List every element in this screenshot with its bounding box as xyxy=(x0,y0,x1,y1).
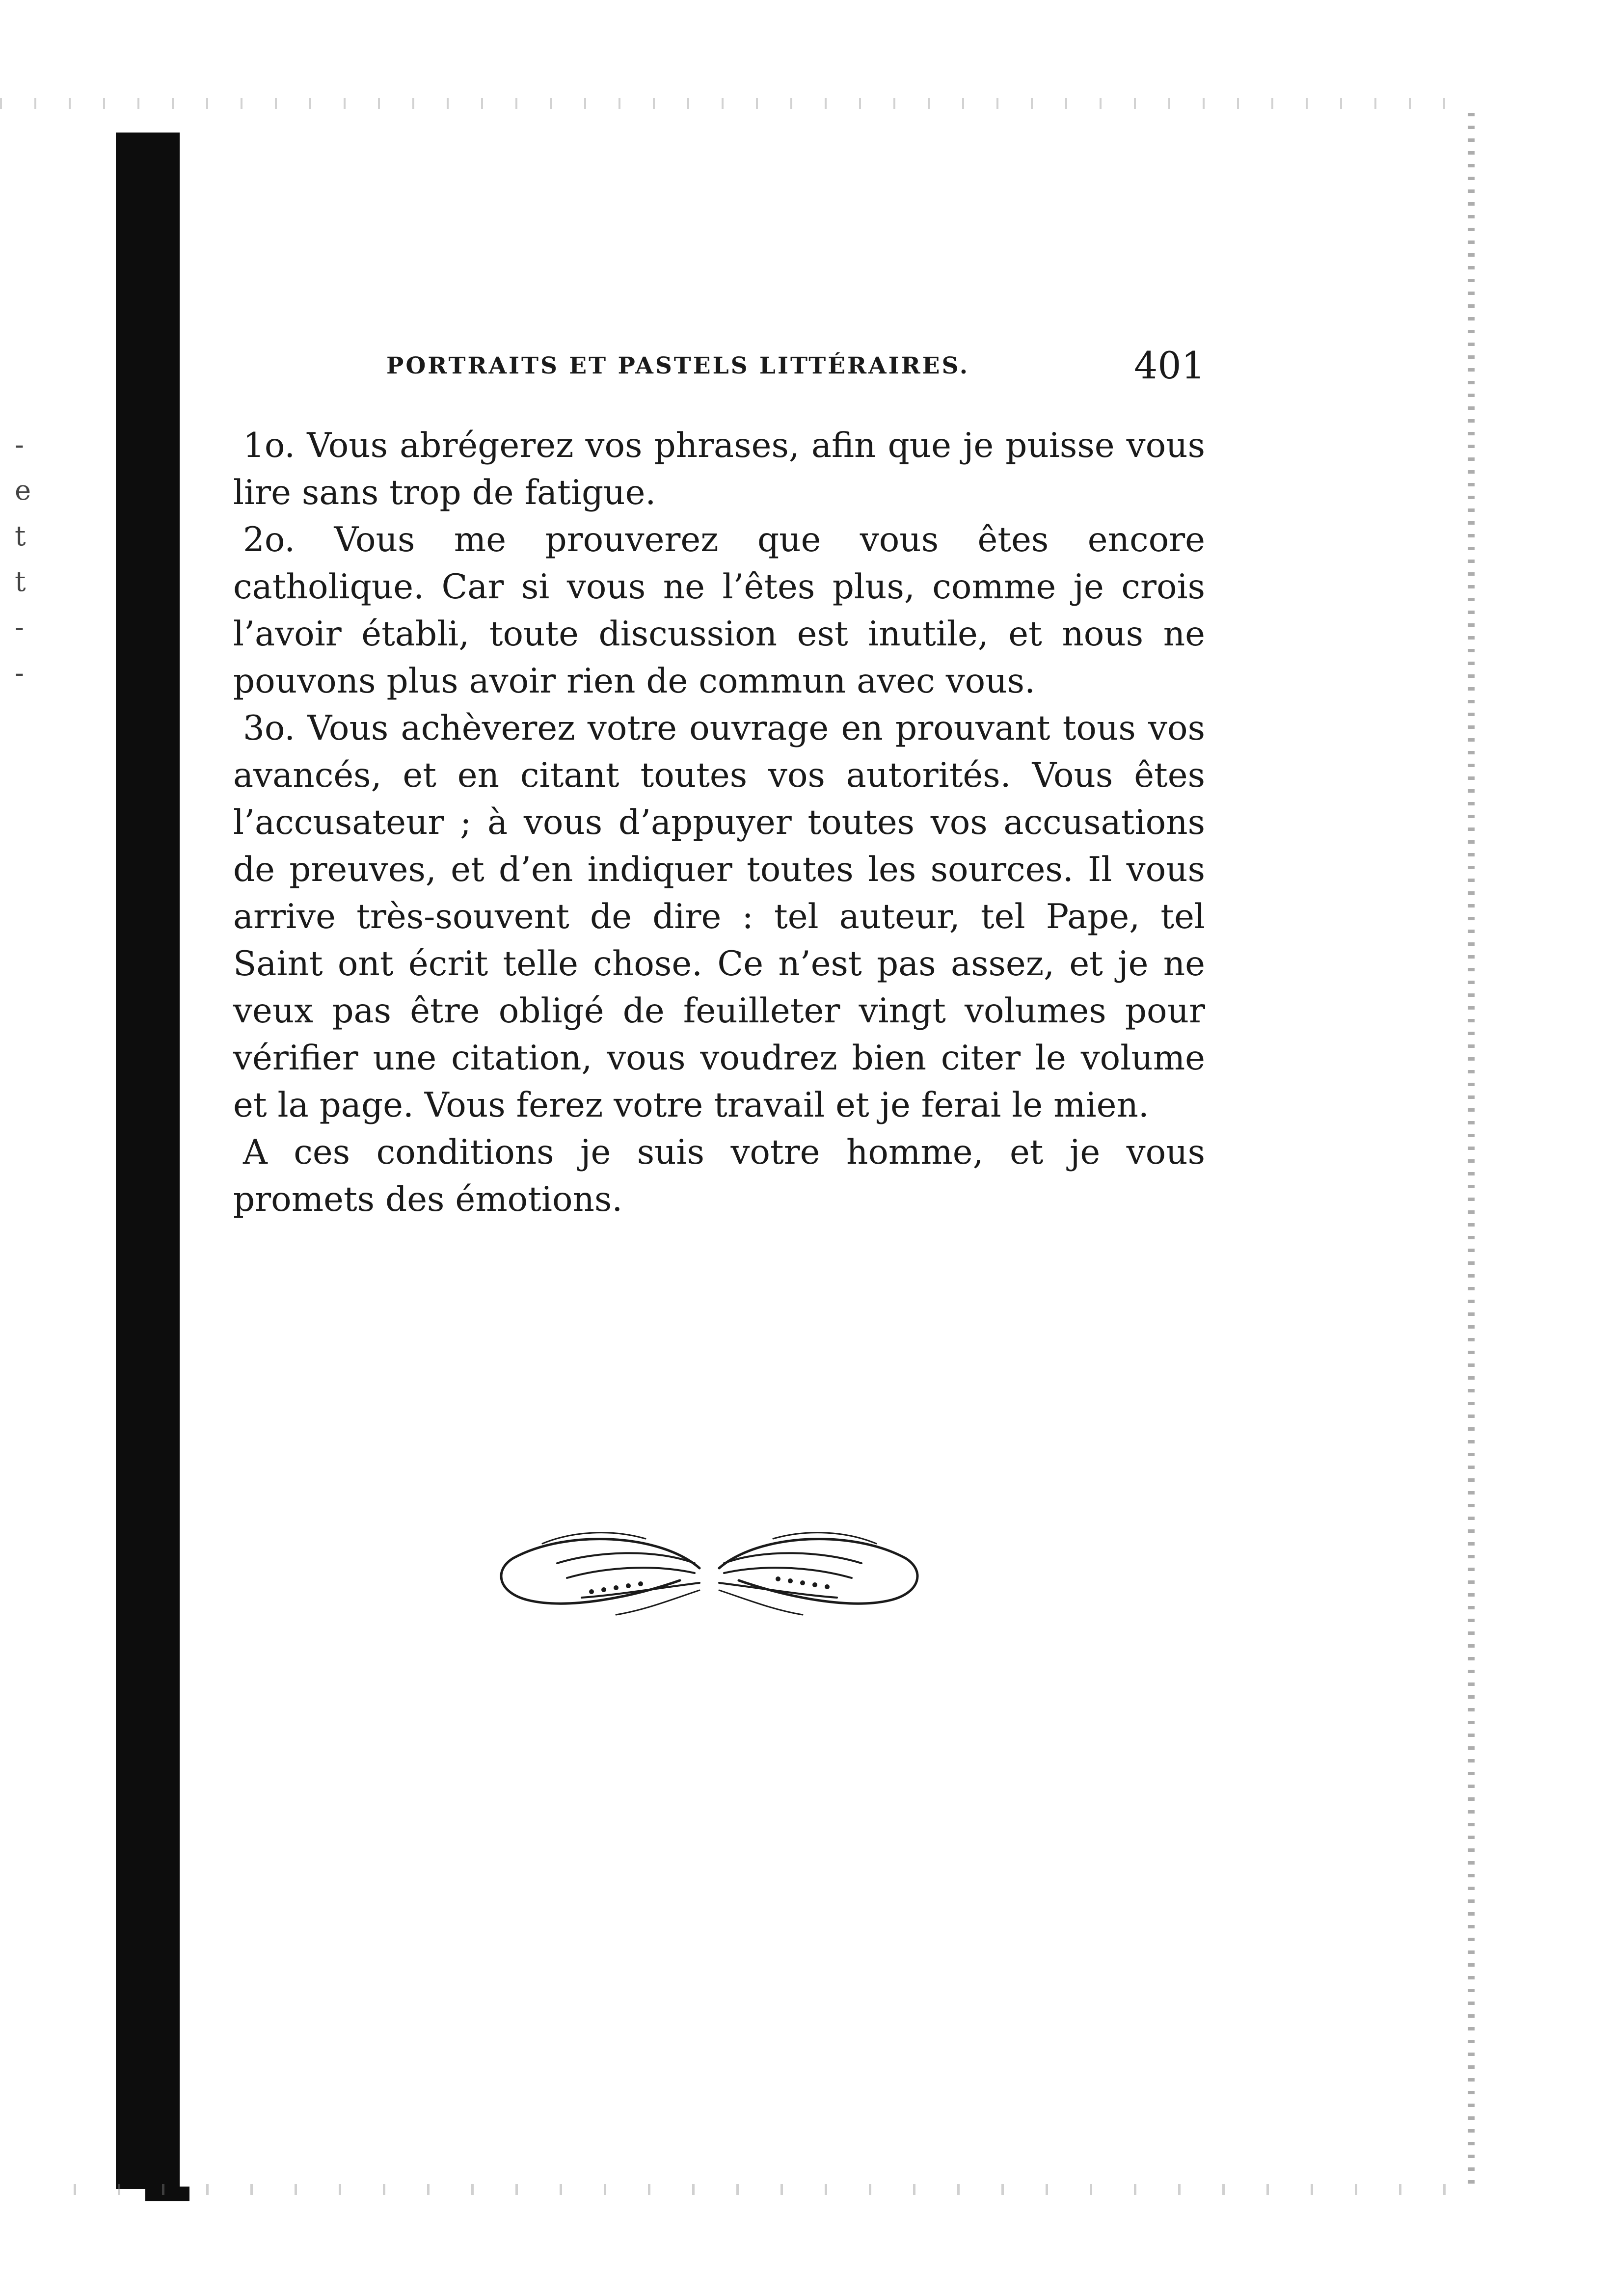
margin-mark: - xyxy=(15,657,24,689)
margin-mark: - xyxy=(15,429,24,461)
page-edge-right xyxy=(1468,113,1475,2189)
paragraph-condition-2: 2o. Vous me prouverez que vous êtes encore catholique. Car si vous ne l’êtes plus, comme je crois l’avoir établi, toute discussion est inutile, et nous ne pouvons plus avoir rien de commun avec vous. xyxy=(233,520,1205,701)
body-text xyxy=(233,422,1205,1223)
flourish-ornament-icon xyxy=(484,1514,935,1632)
margin-mark: t xyxy=(15,566,26,598)
page-number: 401 xyxy=(1133,344,1205,387)
paragraph-condition-1: 1o. Vous abrégerez vos phrases, afin que je puisse vous lire sans trop de fatigue. xyxy=(233,426,1205,512)
running-header xyxy=(233,344,1205,393)
margin-mark: - xyxy=(15,612,24,643)
margin-bleed-marks xyxy=(15,422,44,696)
margin-mark: t xyxy=(15,520,26,552)
binding-shadow xyxy=(116,133,180,2189)
scan-noise-top xyxy=(0,98,1473,109)
scan-noise-bottom xyxy=(74,2184,1478,2195)
margin-mark: e xyxy=(15,475,31,507)
paragraph-condition-3: 3o. Vous achèverez votre ouvrage en prouvant tous vos avancés, et en citant toutes vos autorités. Vous êtes l’accusateur ; à vous d’appuyer toutes vos accusations de preuves, et d’en indiquer toutes les sources. Il vous arrive très-souvent de dire : tel auteur, tel Pape, tel Saint ont écrit telle chose. Ce n’est pas assez, et je ne veux pas être obligé de feuilleter vingt volumes pour vérifier une citation, vous voudrez bien citer le volume et la page. Vous ferez votre travail et je ferai le mien. xyxy=(233,709,1205,1125)
running-title: PORTRAITS ET PASTELS LITTÉRAIRES. xyxy=(386,352,970,379)
paragraph-conclusion: A ces conditions je suis votre homme, et je vous promets des émotions. xyxy=(233,1133,1205,1219)
